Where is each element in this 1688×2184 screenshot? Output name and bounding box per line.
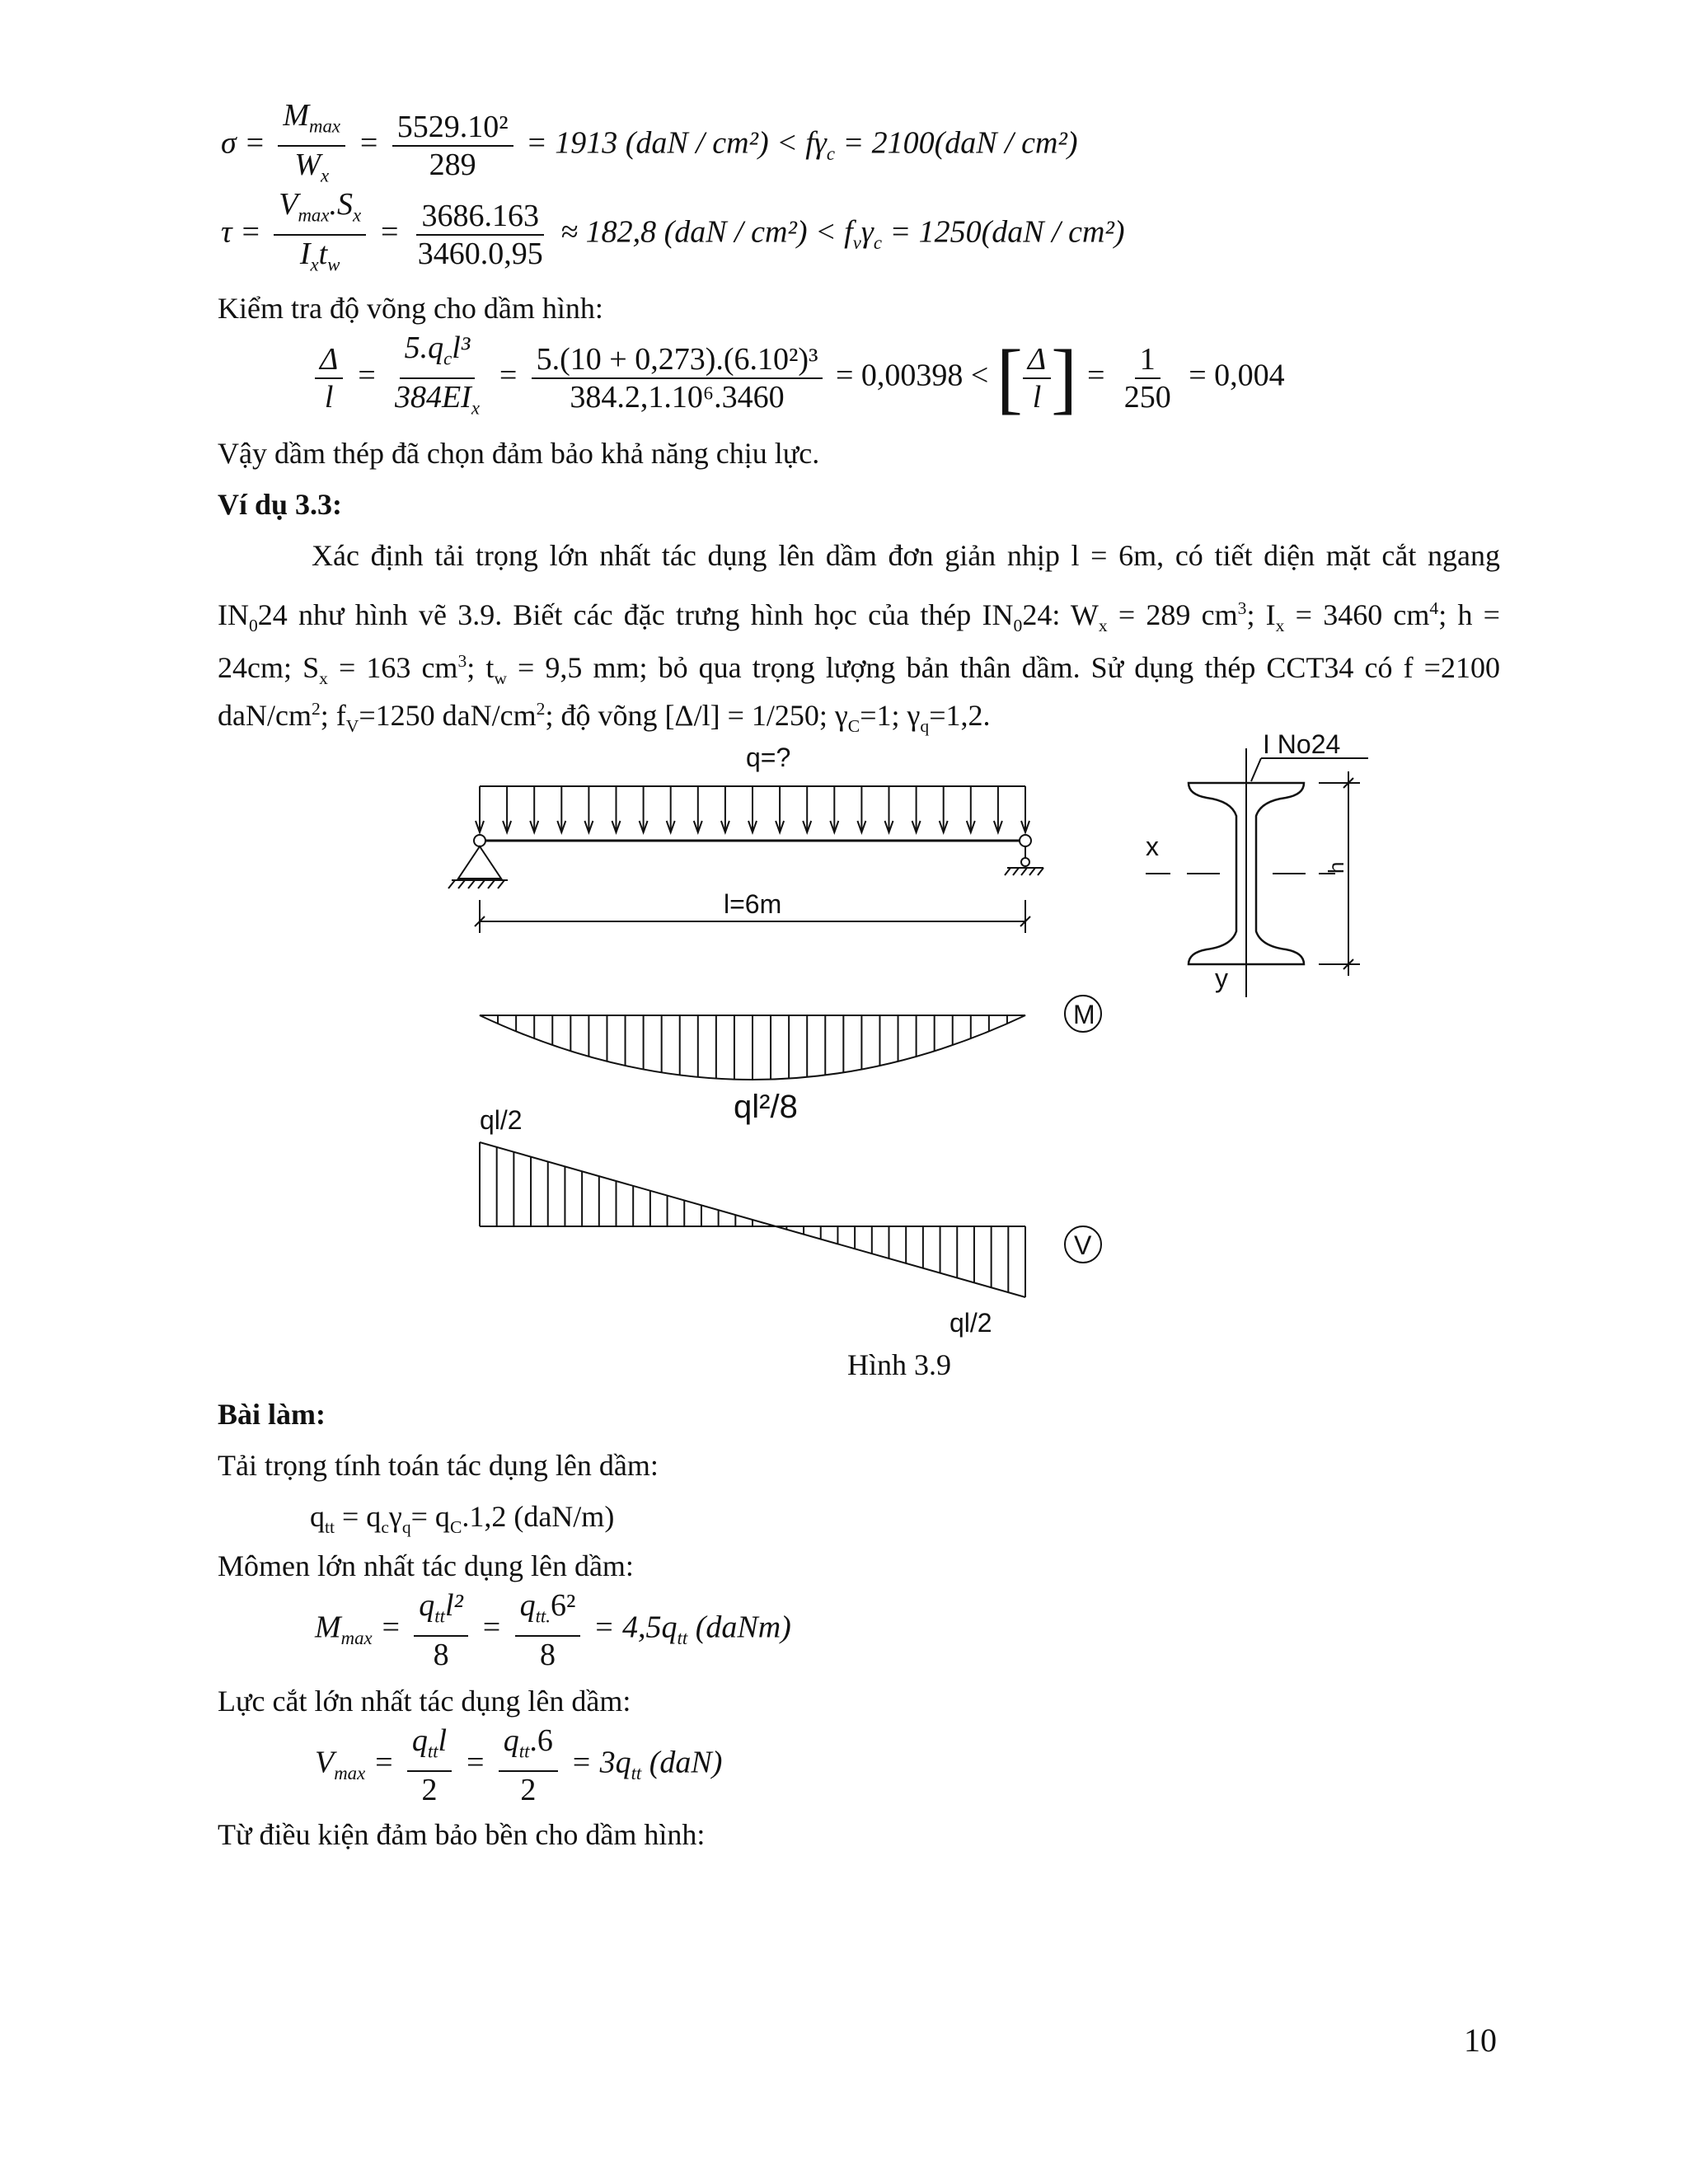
axis-y-label: y <box>1215 963 1228 993</box>
roller-support <box>1005 846 1043 875</box>
height-label: h <box>1324 861 1348 874</box>
design-load-formula: $q_{tt} = q_c\gamma_q= q_C.1,2$ (daN/m) <box>310 1500 615 1538</box>
problem-statement-line3: 24cm; $S_x = 163$ $cm^3$; $t_w = 9,5$ mm; bỏ qua trọng lượng bản thân dầm. Sử dụng thép CCT34 có f =2100 <box>218 651 1500 689</box>
shear-right-label: ql/2 <box>950 1308 992 1338</box>
distributed-load <box>476 743 1029 832</box>
axis-x-label: x <box>1146 832 1159 861</box>
section-label: I No24 <box>1263 729 1341 759</box>
problem-statement-line4: daN/$cm^2$; $f_V=1250$ daN/$cm^2$; độ võng [Δ/l] = 1/250; $\gamma_C=1$; $\gamma_q=1,2$. <box>218 699 991 737</box>
deflection-equation: $\frac{\Delta}{l}$ = $\frac{5.q_cl^3}{384EI_x}$ = $\frac{\text{5.(10 + 0,273).(6.10²)³}}{\text{384.2,1.10⁶.3460}}$ = 0,00398 < [ $\frac{\Delta}{l}$ ] = $\frac{1}{250}$ = 0,004 <box>310 330 1285 426</box>
shear-tag: V <box>1074 1230 1092 1260</box>
design-load-text: Tải trọng tính toán tác dụng lên dầm: <box>218 1449 659 1482</box>
moment-tag: M <box>1073 1000 1095 1029</box>
shear-left-label: ql/2 <box>480 1105 523 1135</box>
strength-condition-text: Từ điều kiện đảm bảo bền cho dầm hình: <box>218 1818 706 1851</box>
moment-value-label: ql²/8 <box>734 1089 798 1125</box>
max-shear-text: Lực cắt lớn nhất tác dụng lên dầm: <box>218 1685 631 1718</box>
shear-stress-equation: τ = $\frac{V_{max}.S_x}{I_xt_w}$ = $\frac{3686.163}{3460.0,95}$ ≈ 182,8 $(daN / cm^2) < f_v\gamma_c = 1250(daN / cm^2)$ <box>221 187 1125 275</box>
beam <box>474 835 1031 846</box>
span-label: l=6m <box>724 889 782 919</box>
stress-equation: σ = $\frac{M_{max}}{W_x}$ = $\frac{\text{5529.10²}}{289}$ = 1913 $(daN / cm^2) < f\gamma_c = 2100(daN / cm^2)$ <box>221 98 1078 186</box>
conclusion-text: Vậy dầm thép đã chọn đảm bảo khả năng chịu lực. <box>218 437 820 470</box>
figure-caption: Hình 3.9 <box>847 1348 951 1381</box>
solution-title: Bài làm: <box>218 1398 326 1431</box>
problem-statement-line2: $IN_024$ như hình vẽ 3.9. Biết các đặc trưng hình học của thép $IN_024$: $W_x = 289$ $cm^3$; $I_x = 3460$ $cm^4$; h = <box>218 598 1500 636</box>
i-beam-section <box>1146 729 1368 997</box>
max-moment-equation: $M_{max}$ = $\frac{q_{tt}l^2}{8}$ = $\frac{q_{tt.}6^2}{8}$ = $4,5q_{tt}$ (daNm) <box>315 1588 791 1672</box>
problem-statement: Xác định tải trọng lớn nhất tác dụng lên dầm đơn giản nhịp l = 6m, có tiết diện mặt cắt ngang <box>312 539 1500 572</box>
check-deflection-text: Kiểm tra độ võng cho dầm hình: <box>218 292 603 325</box>
moment-diagram <box>480 996 1101 1125</box>
pinned-support <box>448 846 508 888</box>
shear-diagram <box>480 1105 1101 1338</box>
page-number: 10 <box>1464 2022 1497 2059</box>
load-label: q=? <box>746 743 791 772</box>
max-shear-equation: $V_{max}$ = $\frac{q_{tt}l}{2}$ = $\frac{q_{tt}.6}{2}$ = $3q_{tt}$ (daN) <box>315 1723 723 1807</box>
example-title: Ví dụ 3.3: <box>218 488 343 521</box>
max-moment-text: Mômen lớn nhất tác dụng lên dầm: <box>218 1549 634 1582</box>
span-dimension <box>475 889 1030 933</box>
